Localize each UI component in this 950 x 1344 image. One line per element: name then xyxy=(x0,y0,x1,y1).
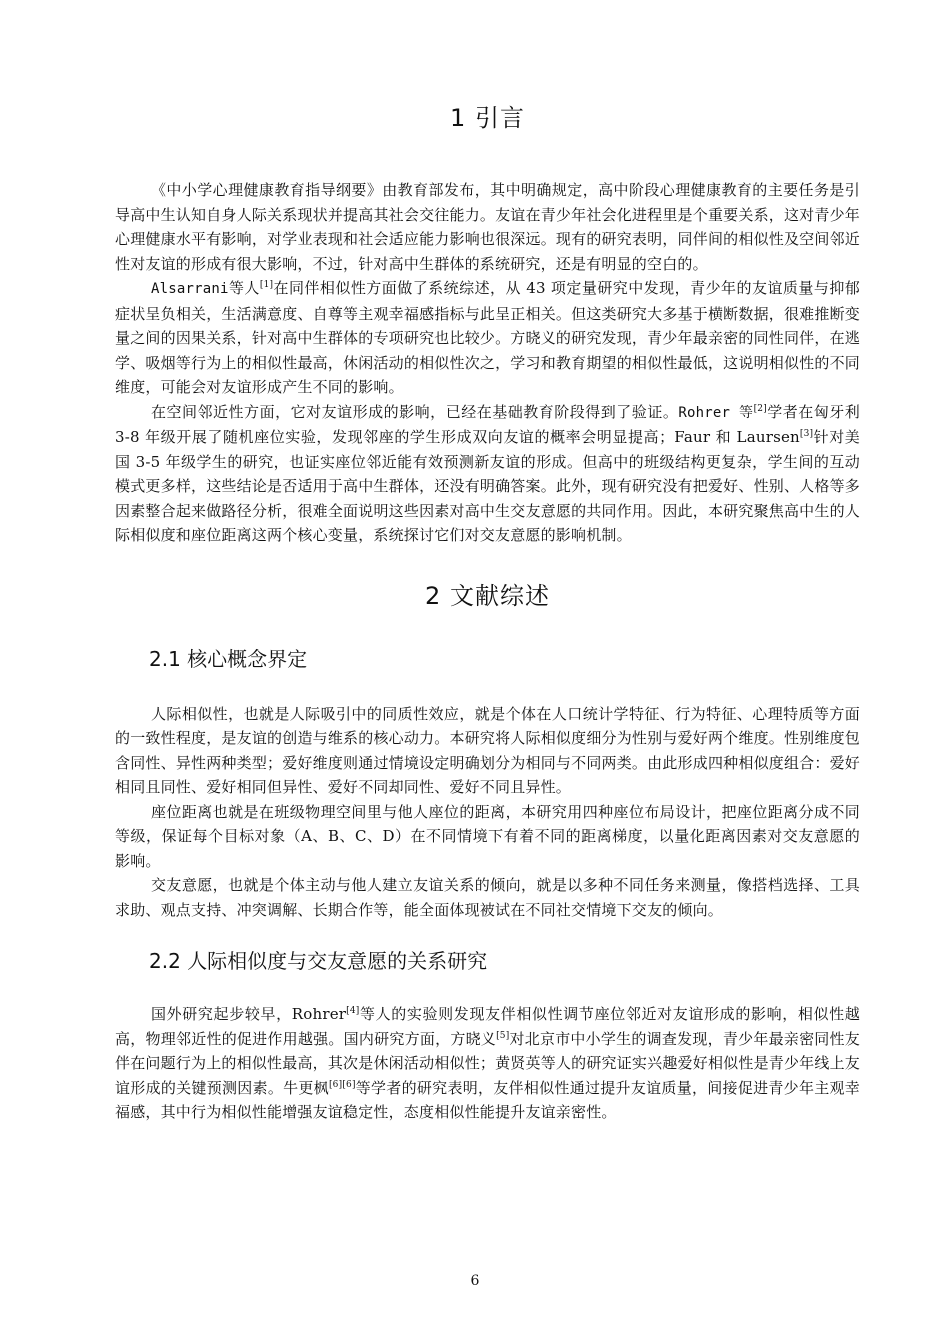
text-fragment: 学者在匈牙利 3-8 年级开展了随机座位实验，发现邻座的学生形成双向友谊的概率会明显提高；Faur 和 Laursen xyxy=(115,402,860,446)
intro-paragraph-3 xyxy=(115,400,860,548)
chapter-title-literature-review: 2 文献综述 xyxy=(425,581,550,610)
text-fragment: 等学者的研究表明，友伴相似性通过提升友谊质量，间接促进青少年主观幸福感，其中行为相似性能增强友谊稳定性，态度相似性能提升友谊亲密性。 xyxy=(115,1078,860,1121)
citation-3: [3] xyxy=(799,429,814,439)
citation-2: [2] xyxy=(753,403,767,414)
section-2-1-paragraph-3: 交友意愿，也就是个体主动与他人建立友谊关系的倾向，就是以多种不同任务来测量，像搭档选择、工具求助、观点支持、冲突调解、长期合作等，能全面体现被试在不同社交情境下交友的倾向。 xyxy=(115,876,860,919)
text-fragment: 对北京市中小学生的调查发现，青少年最亲密同性友伴在问题行为上的相似性最高，其次是休闲活动相似性；黄贤英等人的研究证实兴趣爱好相似性是青少年线上友谊形成的关键预测因素。牛更枫 xyxy=(115,1029,860,1097)
citation-6: [6][6] xyxy=(328,1079,356,1090)
section-title-2-2: 2.2 人际相似度与交友意愿的关系研究 xyxy=(149,949,488,973)
text-fragment: 国外研究起步较早，Rohrer xyxy=(151,1005,347,1023)
author-rohrer: Rohrer 等 xyxy=(678,404,754,421)
page-content xyxy=(115,98,860,1125)
author-alsarrani: Alsarrani xyxy=(151,281,229,297)
text-fragment: 针对美国 3-5 年级学生的研究，也证实座位邻近能有效预测新友谊的形成。但高中的班级结构更复杂，学生间的互动模式更多样，这些结论是否适用于高中生群体，还没有明确答案。此外，现有研究没有把爱好、性别、人格等多因素整合起来做路径分析，很难全面说明这些因素对高中生交友意愿的共同作用。因此，本研究聚焦高中生的人际相似度和座位距离这两个核心变量，系统探讨它们对交友意愿的影响机制。 xyxy=(115,428,860,544)
section-2-2-paragraph-1 xyxy=(115,1002,860,1125)
citation-1: [1] xyxy=(259,280,274,290)
section-2-1-paragraph-1: 人际相似性，也就是人际吸引中的同质性效应，就是个体在人口统计学特征、行为特征、心理特质等方面的一致性程度，是友谊的创造与维系的核心动力。本研究将人际相似度细分为性别与爱好两个维度。性别维度包含同性、异性两种类型；爱好维度则通过情境设定明确划分为相同与不同两类。由此形成四种相似度组合：爱好相同且同性、爱好相同但异性、爱好不同却同性、爱好不同且异性。 xyxy=(115,704,860,796)
chapter-title-introduction: 1 引言 xyxy=(450,104,525,132)
text-fragment: 等人的实验则发现友伴相似性调节座位邻近对友谊形成的影响，相似性越高，物理邻近性的促进作用越强。国内研究方面，方晓义 xyxy=(115,1005,860,1048)
intro-paragraph-1: 《中小学心理健康教育指导纲要》由教育部发布，其中明确规定，高中阶段心理健康教育的主要任务是引导高中生认知自身人际关系现状并提高其社会交往能力。友谊在青少年社会化进程里是个重要关系，这对青少年心理健康水平有影响，对学业表现和社会适应能力影响也很深远。现有的研究表明，同伴间的相似性及空间邻近性对友谊的形成有很大影响，不过，针对高中生群体的系统研究，还是有明显的空白的。 xyxy=(115,181,860,273)
text-fragment: 在同伴相似性方面做了系统综述，从 43 项定量研究中发现，青少年的友谊质量与抑郁症状呈负相关，生活满意度、自尊等主观幸福感指标与此呈正相关。但这类研究大多基于横断数据，很难推断变量之间的因果关系，针对高中生群体的专项研究也比较少。方晓义的研究发现，青少年最亲密的同性同伴，在逃学、吸烟等行为上的相似性最高，休闲活动的相似性次之，学习和教育期望的相似性最低，这说明相似性的不同维度，可能会对友谊形成产生不同的影响。 xyxy=(115,279,860,396)
text-fragment: 等人 xyxy=(228,279,260,297)
section-title-2-1: 2.1 核心概念界定 xyxy=(149,646,308,671)
page-number: 6 xyxy=(470,1273,480,1289)
citation-5: [5] xyxy=(496,1030,510,1041)
citation-4: [4] xyxy=(346,1006,360,1016)
intro-paragraph-2 xyxy=(115,276,860,400)
text-fragment: 在空间邻近性方面，它对友谊形成的影响，已经在基础教育阶段得到了验证。 xyxy=(151,402,679,421)
section-2-1-paragraph-2: 座位距离也就是在班级物理空间里与他人座位的距离，本研究用四种座位布局设计，把座位距离分成不同等级，保证每个目标对象（A、B、C、D）在不同情境下有着不同的距离梯度，以量化距离因素对交友意愿的影响。 xyxy=(115,802,860,870)
